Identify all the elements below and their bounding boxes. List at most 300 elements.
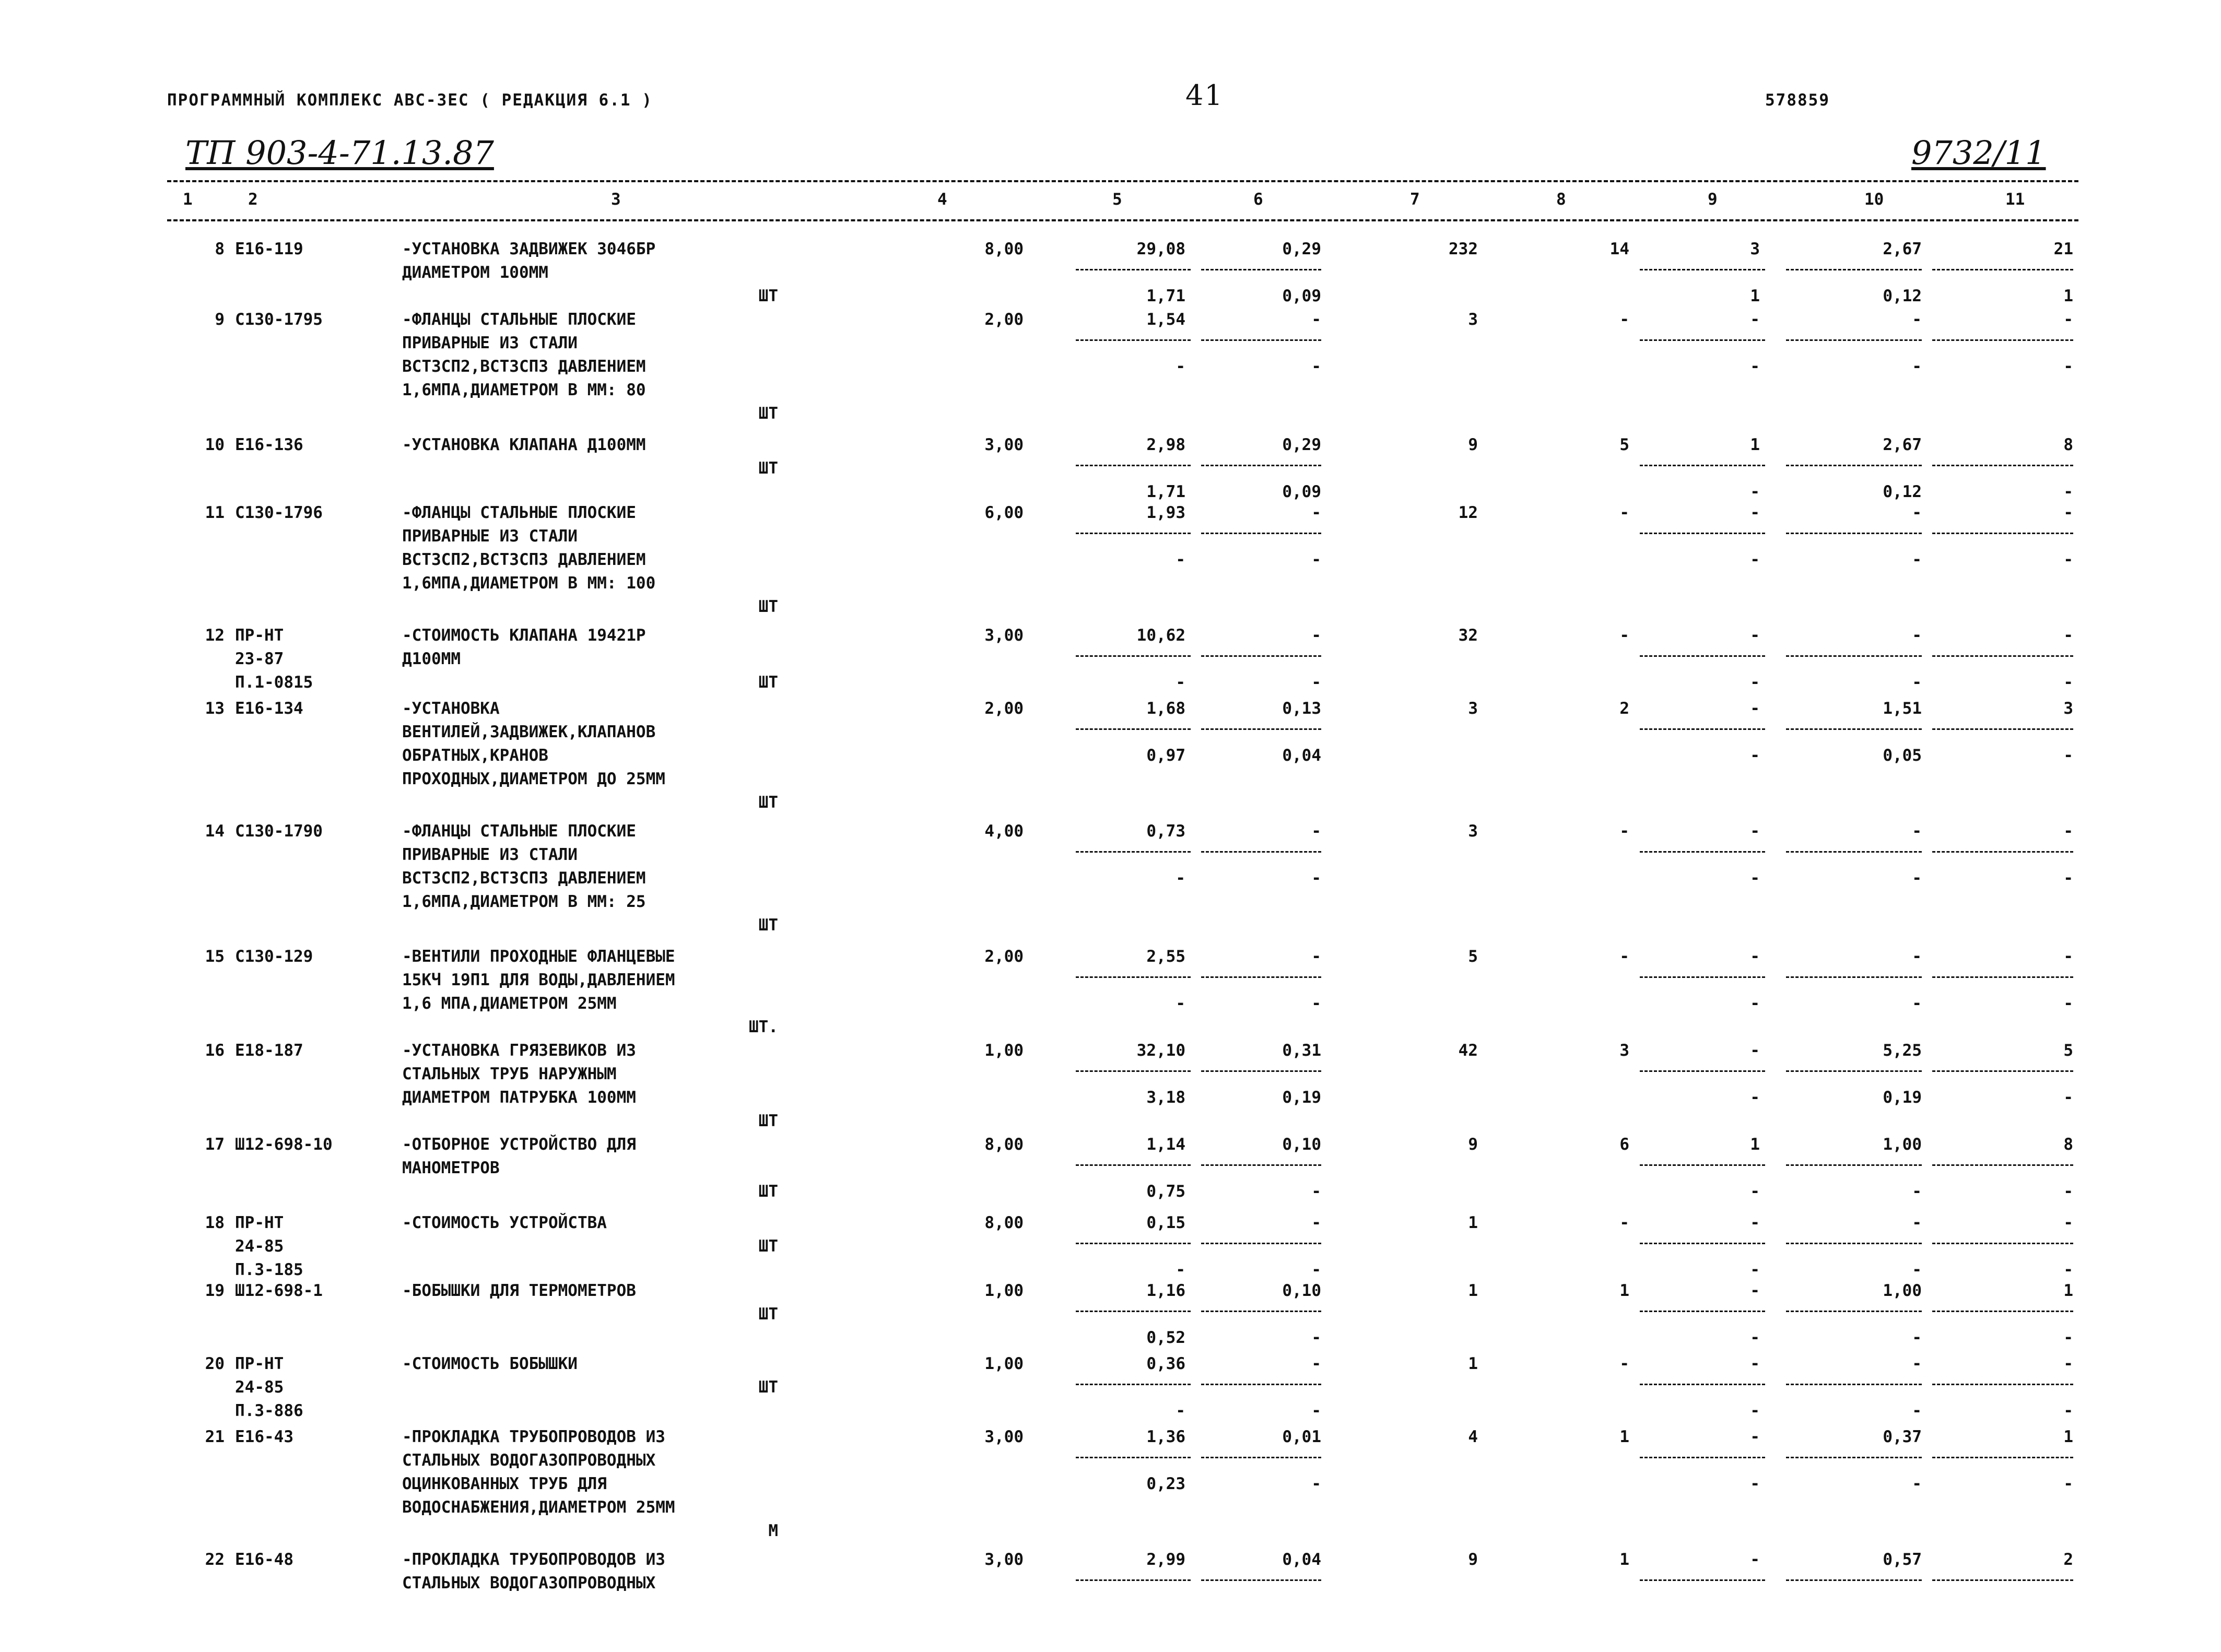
- unit-of-measure: ШТ: [758, 459, 778, 478]
- subtotal-divider: [1076, 339, 1191, 341]
- column-header-6: 6: [1253, 190, 1263, 209]
- cost-col-10: -: [1912, 947, 1922, 966]
- work-description: -ФЛАНЦЫ СТАЛЬНЫЕ ПЛОСКИЕ ПРИВАРНЫЕ ИЗ СТАЛИ ВСТЗСП2,ВСТЗСП3 ДАВЛЕНИЕМ 1,6МПА,ДИАМЕТРОМ В ММ: 80: [402, 310, 646, 399]
- cost-col-8: 1: [1619, 1281, 1629, 1300]
- subtotal-divider: [1786, 655, 1922, 657]
- cost-col-9: -: [1750, 310, 1760, 329]
- column-header-7: 7: [1410, 190, 1420, 209]
- subtotal-divider: [1076, 1164, 1191, 1166]
- unit-of-measure: ШТ: [758, 1305, 778, 1324]
- cost-col-7: 3: [1468, 699, 1478, 718]
- subtotal-divider: [1932, 976, 2073, 978]
- cost-col-5: 0,73: [1146, 822, 1185, 841]
- header-bottom-rule: [167, 219, 2078, 221]
- cost-col-5: 29,08: [1136, 240, 1185, 258]
- subtotal-divider: [1640, 1457, 1765, 1458]
- cost-col-10: -: [1912, 503, 1922, 522]
- cost-col-5-lower: 0,23: [1146, 1474, 1185, 1493]
- cost-col-5-lower: 0,75: [1146, 1182, 1185, 1201]
- rate-code: С130-1796: [235, 503, 323, 522]
- column-header-5: 5: [1112, 190, 1122, 209]
- cost-col-6: 0,13: [1282, 699, 1321, 718]
- subtotal-divider: [1201, 465, 1321, 466]
- handwritten-project-code: ТП 903-4-71.13.87: [185, 134, 494, 172]
- work-description: -СТОИМОСТЬ БОБЫШКИ: [402, 1354, 578, 1373]
- subtotal-divider: [1932, 1164, 2073, 1166]
- cost-col-11-lower: 1: [2063, 287, 2073, 305]
- subtotal-divider: [1076, 1457, 1191, 1458]
- unit-of-measure: ШТ.: [749, 1018, 778, 1036]
- cost-col-11: 21: [2053, 240, 2073, 258]
- subtotal-divider: [1201, 339, 1321, 341]
- cost-col-9: -: [1750, 1213, 1760, 1232]
- handwritten-sheet-number: 9732/11: [1911, 134, 2046, 172]
- cost-col-9-lower: -: [1750, 1182, 1760, 1201]
- cost-col-10: 0,37: [1883, 1427, 1922, 1446]
- quantity: 3,00: [984, 626, 1024, 645]
- quantity: 3,00: [984, 1427, 1024, 1446]
- subtotal-divider: [1076, 655, 1191, 657]
- cost-col-6: 0,29: [1282, 435, 1321, 454]
- cost-col-9-lower: -: [1750, 482, 1760, 501]
- cost-col-9: -: [1750, 1281, 1760, 1300]
- cost-col-11: -: [2063, 1213, 2073, 1232]
- quantity: 8,00: [984, 240, 1024, 258]
- subtotal-divider: [1076, 728, 1191, 730]
- subtotal-divider: [1786, 851, 1922, 853]
- cost-col-5-lower: -: [1176, 869, 1185, 888]
- rate-code: Е16-136: [235, 435, 303, 454]
- subtotal-divider: [1640, 976, 1765, 978]
- work-description: -СТОИМОСТЬ КЛАПАНА 19421Р Д100ММ: [402, 626, 646, 668]
- cost-col-8: -: [1619, 822, 1629, 841]
- cost-col-8: -: [1619, 310, 1629, 329]
- unit-of-measure: ШТ: [758, 673, 778, 692]
- cost-col-7: 4: [1468, 1427, 1478, 1446]
- cost-col-6-lower: -: [1311, 1328, 1321, 1347]
- cost-col-7: 9: [1468, 1550, 1478, 1569]
- cost-col-10-lower: -: [1912, 1474, 1922, 1493]
- subtotal-divider: [1640, 1243, 1765, 1244]
- cost-col-5: 2,98: [1146, 435, 1185, 454]
- cost-col-6-lower: 0,09: [1282, 482, 1321, 501]
- cost-col-11: 3: [2063, 699, 2073, 718]
- subtotal-divider: [1786, 339, 1922, 341]
- cost-col-5-lower: -: [1176, 994, 1185, 1013]
- quantity: 8,00: [984, 1213, 1024, 1232]
- cost-col-9-lower: -: [1750, 869, 1760, 888]
- subtotal-divider: [1201, 1384, 1321, 1385]
- cost-col-7: 5: [1468, 947, 1478, 966]
- quantity: 1,00: [984, 1354, 1024, 1373]
- cost-col-9: -: [1750, 1550, 1760, 1569]
- cost-col-10-lower: -: [1912, 1401, 1922, 1420]
- subtotal-divider: [1786, 1579, 1922, 1581]
- subtotal-divider: [1201, 533, 1321, 534]
- subtotal-divider: [1201, 269, 1321, 270]
- cost-col-10-lower: -: [1912, 1328, 1922, 1347]
- cost-col-9: 1: [1750, 1135, 1760, 1154]
- row-number: 15: [205, 947, 225, 966]
- subtotal-divider: [1640, 1384, 1765, 1385]
- cost-col-10-lower: -: [1912, 1182, 1922, 1201]
- cost-col-7: 12: [1458, 503, 1478, 522]
- subtotal-divider: [1201, 655, 1321, 657]
- cost-col-11-lower: -: [2063, 1088, 2073, 1107]
- cost-col-11: -: [2063, 947, 2073, 966]
- row-number: 10: [205, 435, 225, 454]
- subtotal-divider: [1932, 1384, 2073, 1385]
- subtotal-divider: [1786, 1384, 1922, 1385]
- cost-col-8: -: [1619, 1213, 1629, 1232]
- cost-col-9-lower: -: [1750, 1401, 1760, 1420]
- cost-col-6: -: [1311, 1354, 1321, 1373]
- cost-col-7: 32: [1458, 626, 1478, 645]
- subtotal-divider: [1640, 1070, 1765, 1072]
- cost-col-5: 1,68: [1146, 699, 1185, 718]
- cost-col-11-lower: -: [2063, 869, 2073, 888]
- cost-col-6: -: [1311, 626, 1321, 645]
- subtotal-divider: [1076, 1579, 1191, 1581]
- rate-code: ПР-НТ 23-87 П.1-0815: [235, 626, 313, 692]
- cost-col-11-lower: -: [2063, 1260, 2073, 1279]
- cost-col-9-lower: -: [1750, 673, 1760, 692]
- cost-col-11: 5: [2063, 1041, 2073, 1060]
- subtotal-divider: [1786, 728, 1922, 730]
- cost-col-11: -: [2063, 822, 2073, 841]
- unit-of-measure: ШТ: [758, 793, 778, 812]
- cost-col-5: 1,16: [1146, 1281, 1185, 1300]
- cost-col-9-lower: -: [1750, 357, 1760, 376]
- cost-col-10: -: [1912, 822, 1922, 841]
- rate-code: Е18-187: [235, 1041, 303, 1060]
- cost-col-7: 42: [1458, 1041, 1478, 1060]
- cost-col-10: 2,67: [1883, 240, 1922, 258]
- rate-code: С130-1790: [235, 822, 323, 841]
- subtotal-divider: [1201, 1457, 1321, 1458]
- row-number: 8: [215, 240, 225, 258]
- cost-col-7: 9: [1468, 435, 1478, 454]
- subtotal-divider: [1786, 1457, 1922, 1458]
- cost-col-6-lower: -: [1311, 994, 1321, 1013]
- rate-code: Е16-134: [235, 699, 303, 718]
- subtotal-divider: [1640, 655, 1765, 657]
- row-number: 21: [205, 1427, 225, 1446]
- cost-col-8: 3: [1619, 1041, 1629, 1060]
- subtotal-divider: [1201, 976, 1321, 978]
- work-description: -ОТБОРНОЕ УСТРОЙСТВО ДЛЯ МАНОМЕТРОВ: [402, 1135, 636, 1177]
- cost-col-8: -: [1619, 947, 1629, 966]
- unit-of-measure: ШТ: [758, 287, 778, 305]
- row-number: 20: [205, 1354, 225, 1373]
- cost-col-11-lower: -: [2063, 1182, 2073, 1201]
- cost-col-9-lower: -: [1750, 1328, 1760, 1347]
- subtotal-divider: [1640, 1579, 1765, 1581]
- subtotal-divider: [1640, 533, 1765, 534]
- subtotal-divider: [1076, 851, 1191, 853]
- cost-col-5: 32,10: [1136, 1041, 1185, 1060]
- rate-code: Е16-43: [235, 1427, 293, 1446]
- subtotal-divider: [1640, 1164, 1765, 1166]
- column-header-8: 8: [1556, 190, 1566, 209]
- cost-col-9-lower: -: [1750, 1088, 1760, 1107]
- subtotal-divider: [1932, 1457, 2073, 1458]
- subtotal-divider: [1201, 851, 1321, 853]
- cost-col-6: -: [1311, 503, 1321, 522]
- cost-col-10-lower: -: [1912, 994, 1922, 1013]
- cost-col-9: -: [1750, 822, 1760, 841]
- cost-col-9: 1: [1750, 435, 1760, 454]
- cost-col-10-lower: -: [1912, 673, 1922, 692]
- rate-code: Ш12-698-10: [235, 1135, 333, 1154]
- cost-col-10-lower: 0,05: [1883, 746, 1922, 765]
- cost-col-10: 1,00: [1883, 1281, 1922, 1300]
- cost-col-6: -: [1311, 1213, 1321, 1232]
- cost-col-11: 8: [2063, 1135, 2073, 1154]
- cost-col-5-lower: 1,71: [1146, 482, 1185, 501]
- quantity: 1,00: [984, 1041, 1024, 1060]
- cost-col-8: 1: [1619, 1427, 1629, 1446]
- cost-col-10: 2,67: [1883, 435, 1922, 454]
- cost-col-11: 1: [2063, 1281, 2073, 1300]
- row-number: 12: [205, 626, 225, 645]
- unit-of-measure: ШТ: [758, 1112, 778, 1130]
- cost-col-6-lower: -: [1311, 1474, 1321, 1493]
- rate-code: ПР-НТ 24-85 П.3-185: [235, 1213, 303, 1279]
- subtotal-divider: [1201, 1243, 1321, 1244]
- unit-of-measure: М: [768, 1521, 778, 1540]
- work-description: -УСТАНОВКА ГРЯЗЕВИКОВ ИЗ СТАЛЬНЫХ ТРУБ НАРУЖНЫМ ДИАМЕТРОМ ПАТРУБКА 100ММ: [402, 1041, 636, 1107]
- cost-col-7: 3: [1468, 310, 1478, 329]
- cost-col-6-lower: -: [1311, 1260, 1321, 1279]
- column-header-10: 10: [1864, 190, 1884, 209]
- work-description: -УСТАНОВКА КЛАПАНА Д100ММ: [402, 435, 646, 454]
- cost-col-7: 1: [1468, 1354, 1478, 1373]
- work-description: -ВЕНТИЛИ ПРОХОДНЫЕ ФЛАНЦЕВЫЕ 15КЧ 19П1 ДЛЯ ВОДЫ,ДАВЛЕНИЕМ 1,6 МПА,ДИАМЕТРОМ 25ММ: [402, 947, 675, 1013]
- subtotal-divider: [1201, 728, 1321, 730]
- unit-of-measure: ШТ: [758, 1237, 778, 1256]
- rate-code: Ш12-698-1: [235, 1281, 323, 1300]
- subtotal-divider: [1640, 1311, 1765, 1312]
- cost-col-6: -: [1311, 310, 1321, 329]
- quantity: 2,00: [984, 310, 1024, 329]
- cost-col-5-lower: -: [1176, 1401, 1185, 1420]
- cost-col-10-lower: -: [1912, 869, 1922, 888]
- subtotal-divider: [1932, 339, 2073, 341]
- subtotal-divider: [1640, 465, 1765, 466]
- work-description: -ФЛАНЦЫ СТАЛЬНЫЕ ПЛОСКИЕ ПРИВАРНЫЕ ИЗ СТАЛИ ВСТЗСП2,ВСТЗСП3 ДАВЛЕНИЕМ 1,6МПА,ДИАМЕТРОМ В ММ: 100: [402, 503, 656, 593]
- cost-col-10-lower: -: [1912, 1260, 1922, 1279]
- cost-col-8: -: [1619, 503, 1629, 522]
- work-description: -ФЛАНЦЫ СТАЛЬНЫЕ ПЛОСКИЕ ПРИВАРНЫЕ ИЗ СТАЛИ ВСТЗСП2,ВСТЗСП3 ДАВЛЕНИЕМ 1,6МПА,ДИАМЕТРОМ В ММ: 25: [402, 822, 646, 911]
- cost-col-11-lower: -: [2063, 1401, 2073, 1420]
- subtotal-divider: [1932, 1579, 2073, 1581]
- cost-col-5-lower: 0,52: [1146, 1328, 1185, 1347]
- cost-col-11-lower: -: [2063, 994, 2073, 1013]
- cost-col-6-lower: -: [1311, 673, 1321, 692]
- cost-col-5: 1,93: [1146, 503, 1185, 522]
- unit-of-measure: ШТ: [758, 1378, 778, 1397]
- cost-col-10-lower: 0,12: [1883, 482, 1922, 501]
- subtotal-divider: [1786, 976, 1922, 978]
- row-number: 22: [205, 1550, 225, 1569]
- cost-col-7: 1: [1468, 1213, 1478, 1232]
- rate-code: Е16-48: [235, 1550, 293, 1569]
- cost-col-8: 2: [1619, 699, 1629, 718]
- quantity: 3,00: [984, 435, 1024, 454]
- cost-col-5: 10,62: [1136, 626, 1185, 645]
- row-number: 17: [205, 1135, 225, 1154]
- subtotal-divider: [1786, 533, 1922, 534]
- column-header-1: 1: [183, 190, 193, 209]
- cost-col-11-lower: -: [2063, 482, 2073, 501]
- cost-col-10: 5,25: [1883, 1041, 1922, 1060]
- cost-col-6-lower: 0,09: [1282, 287, 1321, 305]
- row-number: 19: [205, 1281, 225, 1300]
- cost-col-9: -: [1750, 1354, 1760, 1373]
- cost-col-8: 1: [1619, 1550, 1629, 1569]
- subtotal-divider: [1201, 1070, 1321, 1072]
- quantity: 8,00: [984, 1135, 1024, 1154]
- subtotal-divider: [1786, 1311, 1922, 1312]
- cost-col-5-lower: -: [1176, 673, 1185, 692]
- cost-col-9: -: [1750, 626, 1760, 645]
- unit-of-measure: ШТ: [758, 597, 778, 616]
- cost-col-9: -: [1750, 1427, 1760, 1446]
- subtotal-divider: [1640, 339, 1765, 341]
- row-number: 18: [205, 1213, 225, 1232]
- unit-of-measure: ШТ: [758, 1182, 778, 1201]
- subtotal-divider: [1932, 465, 2073, 466]
- column-header-row: [0, 188, 2221, 214]
- quantity: 6,00: [984, 503, 1024, 522]
- row-number: 13: [205, 699, 225, 718]
- document-number: 578859: [1765, 91, 1830, 110]
- cost-col-5-lower: 1,71: [1146, 287, 1185, 305]
- cost-col-8: -: [1619, 1354, 1629, 1373]
- cost-col-10-lower: 0,12: [1883, 287, 1922, 305]
- unit-of-measure: ШТ: [758, 404, 778, 423]
- cost-col-10: -: [1912, 1354, 1922, 1373]
- cost-col-11: 1: [2063, 1427, 2073, 1446]
- header-top-rule: [167, 180, 2078, 182]
- page-number: 41: [1185, 79, 1224, 112]
- quantity: 4,00: [984, 822, 1024, 841]
- cost-col-9: -: [1750, 699, 1760, 718]
- subtotal-divider: [1640, 728, 1765, 730]
- subtotal-divider: [1076, 1311, 1191, 1312]
- cost-col-5-lower: 3,18: [1146, 1088, 1185, 1107]
- cost-col-10: -: [1912, 310, 1922, 329]
- subtotal-divider: [1076, 269, 1191, 270]
- cost-col-5: 0,15: [1146, 1213, 1185, 1232]
- work-description: -УСТАНОВКА ЗАДВИЖЕК 3046БР ДИАМЕТРОМ 100ММ: [402, 240, 656, 282]
- quantity: 2,00: [984, 947, 1024, 966]
- cost-col-7: 232: [1449, 240, 1478, 258]
- cost-col-11: 8: [2063, 435, 2073, 454]
- cost-col-9: 3: [1750, 240, 1760, 258]
- cost-col-9-lower: -: [1750, 550, 1760, 569]
- cost-col-5: 1,14: [1146, 1135, 1185, 1154]
- subtotal-divider: [1786, 1070, 1922, 1072]
- subtotal-divider: [1076, 533, 1191, 534]
- rate-code: С130-1795: [235, 310, 323, 329]
- cost-col-6: 0,10: [1282, 1135, 1321, 1154]
- cost-col-6-lower: 0,19: [1282, 1088, 1321, 1107]
- cost-col-6-lower: -: [1311, 1182, 1321, 1201]
- cost-col-6: 0,10: [1282, 1281, 1321, 1300]
- rate-code: Е16-119: [235, 240, 303, 258]
- column-header-9: 9: [1708, 190, 1718, 209]
- subtotal-divider: [1076, 1384, 1191, 1385]
- cost-col-8: 6: [1619, 1135, 1629, 1154]
- cost-col-11-lower: -: [2063, 746, 2073, 765]
- cost-col-11: -: [2063, 1354, 2073, 1373]
- work-description: -СТОИМОСТЬ УСТРОЙСТВА: [402, 1213, 607, 1232]
- cost-col-11: 2: [2063, 1550, 2073, 1569]
- quantity: 3,00: [984, 1550, 1024, 1569]
- subtotal-divider: [1640, 269, 1765, 270]
- cost-col-5: 0,36: [1146, 1354, 1185, 1373]
- cost-col-11: -: [2063, 310, 2073, 329]
- cost-col-10-lower: 0,19: [1883, 1088, 1922, 1107]
- cost-col-11-lower: -: [2063, 1328, 2073, 1347]
- column-header-4: 4: [937, 190, 947, 209]
- work-description: -ПРОКЛАДКА ТРУБОПРОВОДОВ ИЗ СТАЛЬНЫХ ВОДОГАЗОПРОВОДНЫХ ОЦИНКОВАННЫХ ТРУБ ДЛЯ ВОДОСНАБЖЕНИЯ,ДИАМЕТРОМ 25ММ: [402, 1427, 675, 1517]
- subtotal-divider: [1932, 269, 2073, 270]
- row-number: 9: [215, 310, 225, 329]
- cost-col-10-lower: -: [1912, 550, 1922, 569]
- subtotal-divider: [1932, 533, 2073, 534]
- cost-col-10: 0,57: [1883, 1550, 1922, 1569]
- work-description: -УСТАНОВКА ВЕНТИЛЕЙ,ЗАДВИЖЕК,КЛАПАНОВ ОБРАТНЫХ,КРАНОВ ПРОХОДНЫХ,ДИАМЕТРОМ ДО 25ММ: [402, 699, 665, 788]
- cost-col-11: -: [2063, 503, 2073, 522]
- cost-col-5-lower: 0,97: [1146, 746, 1185, 765]
- unit-of-measure: ШТ: [758, 916, 778, 935]
- cost-col-5: 1,54: [1146, 310, 1185, 329]
- cost-col-8: 5: [1619, 435, 1629, 454]
- cost-col-11-lower: -: [2063, 357, 2073, 376]
- cost-col-10: 1,51: [1883, 699, 1922, 718]
- rate-code: ПР-НТ 24-85 П.3-886: [235, 1354, 303, 1420]
- row-number: 14: [205, 822, 225, 841]
- subtotal-divider: [1932, 851, 2073, 853]
- cost-col-10: -: [1912, 1213, 1922, 1232]
- cost-col-5: 2,55: [1146, 947, 1185, 966]
- cost-col-6: 0,04: [1282, 1550, 1321, 1569]
- cost-col-9-lower: -: [1750, 994, 1760, 1013]
- cost-col-8: 14: [1609, 240, 1629, 258]
- subtotal-divider: [1076, 976, 1191, 978]
- subtotal-divider: [1932, 655, 2073, 657]
- cost-col-6: 0,29: [1282, 240, 1321, 258]
- quantity: 2,00: [984, 699, 1024, 718]
- cost-col-9-lower: -: [1750, 746, 1760, 765]
- cost-col-9: -: [1750, 1041, 1760, 1060]
- cost-col-9-lower: -: [1750, 1260, 1760, 1279]
- program-title: ПРОГРАММНЫЙ КОМПЛЕКС АВС-ЗЕС ( РЕДАКЦИЯ 6.1 ): [167, 91, 653, 110]
- subtotal-divider: [1076, 1070, 1191, 1072]
- cost-col-11-lower: -: [2063, 550, 2073, 569]
- cost-col-8: -: [1619, 626, 1629, 645]
- subtotal-divider: [1076, 1243, 1191, 1244]
- subtotal-divider: [1786, 269, 1922, 270]
- column-header-11: 11: [2005, 190, 2025, 209]
- cost-col-9-lower: 1: [1750, 287, 1760, 305]
- cost-col-5: 1,36: [1146, 1427, 1185, 1446]
- work-description: -БОБЫШКИ ДЛЯ ТЕРМОМЕТРОВ: [402, 1281, 636, 1300]
- cost-col-6: -: [1311, 947, 1321, 966]
